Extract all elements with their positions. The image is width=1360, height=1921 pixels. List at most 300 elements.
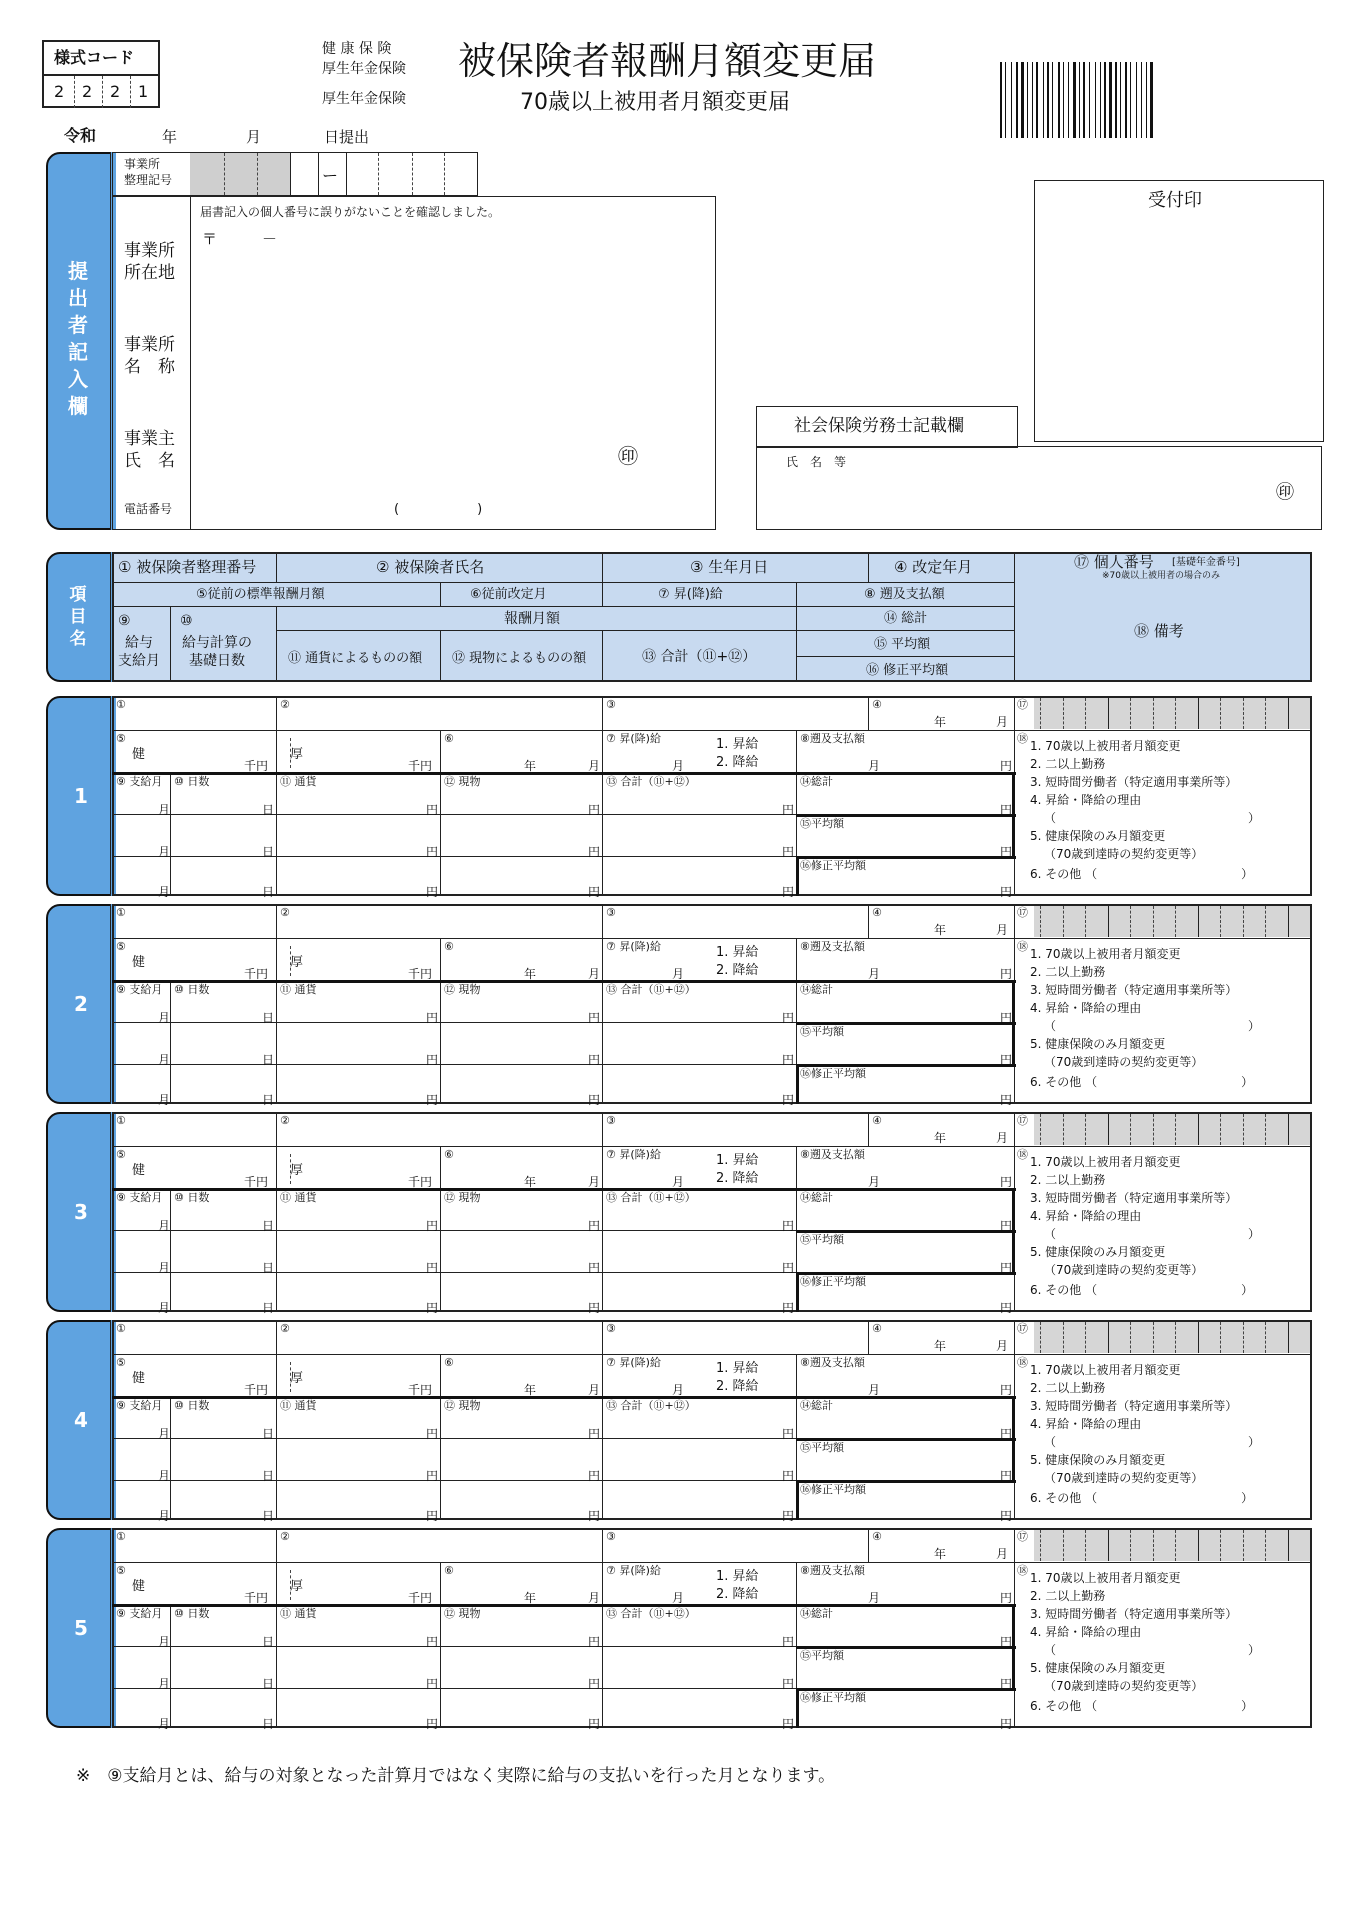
lbl-n5: ⑤: [116, 1356, 126, 1369]
lbl-yen: 円: [1000, 967, 1013, 981]
lbl-month: 月: [158, 1717, 171, 1731]
lbl-yen: 円: [782, 1093, 795, 1107]
lbl-n8: ⑧遡及支払額: [800, 1148, 865, 1161]
lbl-n4: ④: [872, 1114, 882, 1127]
lbl-yen: 円: [782, 845, 795, 859]
lbl-ken: 健: [132, 1371, 146, 1386]
lbl-n7: ⑦ 昇(降)給: [606, 1148, 661, 1161]
lbl-n9: ⑨ 支給月: [116, 1191, 163, 1204]
hdr-c5: ⑤従前の標準報酬月額: [196, 587, 325, 602]
lbl-n17: ⑰: [1017, 698, 1028, 711]
lbl-month: 月: [158, 1093, 171, 1107]
lbl-month: 月: [996, 1131, 1009, 1145]
lbl-yen: 円: [1000, 1219, 1013, 1233]
lbl-ken: 健: [132, 747, 146, 762]
remark-option: 1. 70歳以上被用者月額変更: [1030, 1363, 1181, 1377]
lbl-yen: 円: [426, 1053, 439, 1067]
lbl-n2: ②: [280, 698, 290, 711]
person-row: [0, 696, 1360, 899]
insurance-line1: 健 康 保 険: [322, 41, 392, 57]
lbl-month: 月: [158, 1427, 171, 1441]
hdr-c10b: 給与計算の 基礎日数: [182, 635, 252, 669]
lbl-n13: ⑬ 合計（⑪+⑫）: [606, 1399, 696, 1412]
remark-option: （70歳到達時の契約変更等）: [1044, 847, 1204, 861]
row-number: 4: [74, 1408, 88, 1432]
lbl-kou: 厚: [290, 955, 304, 970]
lbl-day: 日: [262, 1053, 275, 1067]
lbl-yen: 円: [1000, 1261, 1013, 1275]
lbl-kou: 厚: [290, 1163, 304, 1178]
lbl-n1: ①: [116, 698, 126, 711]
page-subtitle: 70歳以上被用者月額変更届: [520, 90, 790, 115]
lbl-month: 月: [868, 1591, 881, 1605]
lbl-day: 日: [262, 1635, 275, 1649]
lbl-kou: 厚: [290, 1579, 304, 1594]
lbl-year: 年: [934, 1339, 947, 1353]
insurance-line3: 厚生年金保険: [322, 91, 406, 107]
hdr-c8: ⑧ 遡及支払額: [864, 587, 945, 602]
date-day: 日提出: [324, 128, 370, 146]
hdr-c9: ⑨: [118, 613, 131, 629]
lbl-n6: ⑥: [444, 1356, 454, 1369]
remark-option: 4. 昇給・降給の理由: [1030, 793, 1142, 807]
lbl-n4: ④: [872, 698, 882, 711]
barcode: [1000, 62, 1258, 138]
lbl-year: 年: [524, 1383, 537, 1397]
lbl-yen: 円: [588, 803, 601, 817]
lbl-year: 年: [524, 759, 537, 773]
lbl-month: 月: [588, 759, 601, 773]
lbl-n7: ⑦ 昇(降)給: [606, 1564, 661, 1577]
lbl-n4: ④: [872, 906, 882, 919]
lbl-n4: ④: [872, 1322, 882, 1335]
lbl-n10: ⑩ 日数: [174, 1399, 210, 1412]
row-number: 3: [74, 1200, 88, 1224]
lbl-yen: 円: [588, 1509, 601, 1523]
lbl-yen: 円: [782, 1427, 795, 1441]
lbl-day: 日: [262, 1427, 275, 1441]
reception-box: [1034, 180, 1324, 442]
lbl-yen: 円: [782, 1011, 795, 1025]
lbl-n14: ⑭総計: [800, 1607, 833, 1620]
submitter-side-label: 提出者記入欄: [68, 259, 88, 418]
remark-option: （70歳到達時の契約変更等）: [1044, 1263, 1204, 1277]
lbl-n13: ⑬ 合計（⑪+⑫）: [606, 1191, 696, 1204]
lbl-n17: ⑰: [1017, 906, 1028, 919]
lbl-n18: ⑱: [1017, 1356, 1028, 1369]
header-side-label: 項目名: [69, 585, 87, 649]
hdr-c13: ⑬ 合計（⑪+⑫）: [642, 649, 757, 665]
lbl-n2: ②: [280, 906, 290, 919]
lbl-day: 日: [262, 803, 275, 817]
remark-option: 2. 二以上勤務: [1030, 1381, 1106, 1395]
hdr-c12: ⑫ 現物によるものの額: [452, 651, 587, 666]
remark-option: （70歳到達時の契約変更等）: [1044, 1055, 1204, 1069]
hdr-c10: ⑩: [180, 613, 193, 629]
lbl-month: 月: [672, 1383, 685, 1397]
lbl-n15: ⑮平均額: [800, 817, 844, 830]
lbl-yen: 円: [426, 803, 439, 817]
hdr-c2: ② 被保険者氏名: [376, 558, 485, 576]
date-month: 月: [246, 128, 262, 146]
remark-option: （70歳到達時の契約変更等）: [1044, 1679, 1204, 1693]
lbl-yen: 円: [1000, 1591, 1013, 1605]
lbl-yen: 円: [426, 1301, 439, 1315]
lbl-month: 月: [868, 967, 881, 981]
lbl-yen: 円: [782, 1717, 795, 1731]
lbl-n6: ⑥: [444, 1148, 454, 1161]
lbl-n18: ⑱: [1017, 940, 1028, 953]
lbl-yen: 円: [426, 1635, 439, 1649]
lbl-n3: ③: [606, 1530, 616, 1543]
lbl-month: 月: [158, 1011, 171, 1025]
lbl-n11: ⑪ 通貨: [280, 1607, 317, 1620]
lbl-n2: ②: [280, 1322, 290, 1335]
hdr-c16: ⑯ 修正平均額: [866, 663, 949, 678]
lbl-up: 1. 昇給: [716, 945, 759, 960]
person-row: [0, 1528, 1360, 1731]
form-code-label: 様式コード: [54, 48, 135, 67]
lbl-down: 2. 降給: [716, 755, 759, 770]
lbl-n5: ⑤: [116, 940, 126, 953]
lbl-n15: ⑮平均額: [800, 1441, 844, 1454]
form-code-digit: 1: [138, 82, 149, 101]
lbl-month: 月: [158, 803, 171, 817]
lbl-yen: 円: [782, 803, 795, 817]
lbl-sen: 千円: [244, 1383, 269, 1397]
remark-option: 6. その他 （ ）: [1030, 1491, 1254, 1505]
lbl-yen: 円: [426, 1261, 439, 1275]
lbl-yen: 円: [782, 1219, 795, 1233]
lbl-yen: 円: [426, 1717, 439, 1731]
lbl-day: 日: [262, 1469, 275, 1483]
lbl-n16: ⑯修正平均額: [800, 1067, 866, 1080]
lbl-sen: 千円: [244, 1591, 269, 1605]
remark-option: 6. その他 （ ）: [1030, 867, 1254, 881]
lbl-down: 2. 降給: [716, 1587, 759, 1602]
lbl-month: 月: [672, 759, 685, 773]
hdr-c3: ③ 生年月日: [690, 558, 769, 576]
remark-option: 5. 健康保険のみ月額変更: [1030, 1661, 1166, 1675]
lbl-year: 年: [934, 715, 947, 729]
hdr-c17-small: [基礎年金番号]: [1172, 557, 1240, 568]
lbl-yen: 円: [1000, 1635, 1013, 1649]
hdr-c7: ⑦ 昇(降)給: [658, 587, 723, 602]
lbl-n10: ⑩ 日数: [174, 1191, 210, 1204]
remark-option: 4. 昇給・降給の理由: [1030, 1625, 1142, 1639]
office-postal: 〒 －: [202, 230, 278, 248]
lbl-month: 月: [868, 759, 881, 773]
hdr-c17-note: ※70歳以上被用者の場合のみ: [1102, 571, 1220, 581]
lbl-day: 日: [262, 845, 275, 859]
office-address-label: 事業所 所在地: [124, 241, 175, 283]
lbl-n18: ⑱: [1017, 1564, 1028, 1577]
lbl-n9: ⑨ 支給月: [116, 983, 163, 996]
remark-option: （70歳到達時の契約変更等）: [1044, 1471, 1204, 1485]
lbl-month: 月: [158, 885, 171, 899]
lbl-n15: ⑮平均額: [800, 1025, 844, 1038]
lbl-n3: ③: [606, 1114, 616, 1127]
lbl-yen: 円: [426, 1011, 439, 1025]
lbl-yen: 円: [1000, 885, 1013, 899]
remark-option: 5. 健康保険のみ月額変更: [1030, 1453, 1166, 1467]
lbl-yen: 円: [1000, 1053, 1013, 1067]
hdr-reward: 報酬月額: [504, 611, 560, 627]
lbl-n5: ⑤: [116, 1564, 126, 1577]
remark-option: 4. 昇給・降給の理由: [1030, 1417, 1142, 1431]
lbl-n1: ①: [116, 1322, 126, 1335]
phone-label: 電話番号: [124, 502, 173, 516]
hdr-c11: ⑪ 通貨によるものの額: [288, 651, 423, 666]
lbl-n10: ⑩ 日数: [174, 1607, 210, 1620]
remark-option: 4. 昇給・降給の理由: [1030, 1001, 1142, 1015]
lbl-n1: ①: [116, 1114, 126, 1127]
lbl-yen: 円: [588, 1053, 601, 1067]
lbl-n16: ⑯修正平均額: [800, 859, 866, 872]
lbl-down: 2. 降給: [716, 1171, 759, 1186]
hdr-c4: ④ 改定年月: [894, 558, 973, 576]
lbl-day: 日: [262, 1301, 275, 1315]
remark-option: 6. その他 （ ）: [1030, 1283, 1254, 1297]
remark-option: 5. 健康保険のみ月額変更: [1030, 829, 1166, 843]
lbl-n12: ⑫ 現物: [444, 1399, 481, 1412]
lbl-n12: ⑫ 現物: [444, 775, 481, 788]
lbl-n12: ⑫ 現物: [444, 1191, 481, 1204]
hdr-c18: ⑱ 備考: [1134, 622, 1184, 640]
lbl-n3: ③: [606, 906, 616, 919]
person-row: [0, 904, 1360, 1107]
form-code-digit: 2: [110, 82, 121, 101]
remark-option: 2. 二以上勤務: [1030, 1589, 1106, 1603]
remark-option: （ ）: [1044, 811, 1261, 825]
lbl-day: 日: [262, 1509, 275, 1523]
lbl-n1: ①: [116, 906, 126, 919]
remark-option: 6. その他 （ ）: [1030, 1699, 1254, 1713]
lbl-yen: 円: [588, 1717, 601, 1731]
page-title: 被保険者報酬月額変更届: [458, 39, 877, 83]
lbl-n14: ⑭総計: [800, 775, 833, 788]
remark-option: 3. 短時間労働者（特定適用事業所等）: [1030, 1191, 1238, 1205]
lbl-yen: 円: [1000, 1427, 1013, 1441]
form-code-box: [42, 40, 160, 108]
lbl-n8: ⑧遡及支払額: [800, 732, 865, 745]
lbl-n13: ⑬ 合計（⑪+⑫）: [606, 1607, 696, 1620]
person-row: [0, 1320, 1360, 1523]
lbl-yen: 円: [1000, 1717, 1013, 1731]
lbl-yen: 円: [782, 885, 795, 899]
lbl-n16: ⑯修正平均額: [800, 1483, 866, 1496]
lbl-day: 日: [262, 1677, 275, 1691]
lbl-year: 年: [524, 1175, 537, 1189]
lbl-day: 日: [262, 1717, 275, 1731]
lbl-year: 年: [934, 1547, 947, 1561]
remark-option: 2. 二以上勤務: [1030, 965, 1106, 979]
lbl-yen: 円: [1000, 803, 1013, 817]
reception-label: 受付印: [1148, 190, 1202, 211]
lbl-month: 月: [672, 967, 685, 981]
remark-option: （ ）: [1044, 1227, 1261, 1241]
row-number: 1: [74, 784, 88, 808]
lbl-month: 月: [996, 1339, 1009, 1353]
lbl-yen: 円: [1000, 759, 1013, 773]
lbl-n3: ③: [606, 1322, 616, 1335]
lbl-n17: ⑰: [1017, 1322, 1028, 1335]
remark-option: （ ）: [1044, 1019, 1261, 1033]
lbl-kou: 厚: [290, 747, 304, 762]
remark-option: 1. 70歳以上被用者月額変更: [1030, 1571, 1181, 1585]
phone-paren: ( ): [394, 502, 483, 517]
lbl-day: 日: [262, 885, 275, 899]
lbl-up: 1. 昇給: [716, 1569, 759, 1584]
hdr-c14: ⑭ 総計: [884, 611, 928, 626]
lbl-n13: ⑬ 合計（⑪+⑫）: [606, 983, 696, 996]
lbl-yen: 円: [426, 1219, 439, 1233]
lbl-n11: ⑪ 通貨: [280, 1191, 317, 1204]
lbl-year: 年: [934, 923, 947, 937]
lbl-n14: ⑭総計: [800, 1399, 833, 1412]
lbl-ken: 健: [132, 1163, 146, 1178]
office-notice: 届書記入の個人番号に誤りがないことを確認しました。: [200, 205, 501, 219]
lbl-yen: 円: [588, 1011, 601, 1025]
sharoushi-name-label: 氏 名 等: [786, 455, 847, 469]
lbl-n9: ⑨ 支給月: [116, 775, 163, 788]
lbl-month: 月: [868, 1175, 881, 1189]
lbl-day: 日: [262, 1219, 275, 1233]
insurance-line2: 厚生年金保険: [322, 61, 406, 77]
lbl-up: 1. 昇給: [716, 1361, 759, 1376]
lbl-month: 月: [996, 715, 1009, 729]
lbl-down: 2. 降給: [716, 963, 759, 978]
lbl-n11: ⑪ 通貨: [280, 983, 317, 996]
lbl-n7: ⑦ 昇(降)給: [606, 1356, 661, 1369]
lbl-yen: 円: [588, 1219, 601, 1233]
lbl-month: 月: [672, 1591, 685, 1605]
lbl-month: 月: [996, 1547, 1009, 1561]
lbl-n14: ⑭総計: [800, 983, 833, 996]
lbl-sen: 千円: [244, 967, 269, 981]
lbl-year: 年: [524, 967, 537, 981]
lbl-yen: 円: [588, 1301, 601, 1315]
lbl-yen: 円: [588, 885, 601, 899]
lbl-yen: 円: [426, 1509, 439, 1523]
sharoushi-seal: ㊞: [1276, 482, 1294, 503]
lbl-n8: ⑧遡及支払額: [800, 1564, 865, 1577]
lbl-yen: 円: [782, 1509, 795, 1523]
lbl-n14: ⑭総計: [800, 1191, 833, 1204]
lbl-month: 月: [868, 1383, 881, 1397]
lbl-yen: 円: [1000, 1383, 1013, 1397]
lbl-day: 日: [262, 1011, 275, 1025]
lbl-day: 日: [262, 1261, 275, 1275]
lbl-yen: 円: [426, 1469, 439, 1483]
lbl-month: 月: [158, 1509, 171, 1523]
lbl-n16: ⑯修正平均額: [800, 1691, 866, 1704]
owner-seal: ㊞: [618, 444, 638, 468]
lbl-yen: 円: [782, 1053, 795, 1067]
date-era: 令和: [64, 126, 97, 145]
lbl-n12: ⑫ 現物: [444, 1607, 481, 1620]
remark-option: 6. その他 （ ）: [1030, 1075, 1254, 1089]
lbl-n6: ⑥: [444, 732, 454, 745]
lbl-yen: 円: [426, 885, 439, 899]
remark-option: 2. 二以上勤務: [1030, 1173, 1106, 1187]
lbl-n1: ①: [116, 1530, 126, 1543]
lbl-yen: 円: [426, 845, 439, 859]
lbl-yen: 円: [782, 1677, 795, 1691]
lbl-n5: ⑤: [116, 1148, 126, 1161]
lbl-yen: 円: [588, 1427, 601, 1441]
lbl-yen: 円: [782, 1261, 795, 1275]
lbl-sen: 千円: [244, 759, 269, 773]
hdr-c9b: 給与 支給月: [118, 635, 160, 669]
remark-option: 1. 70歳以上被用者月額変更: [1030, 739, 1181, 753]
footnote: ※ ⑨支給月とは、給与の対象となった計算月ではなく実際に給与の支払いを行った月となります。: [76, 1766, 836, 1786]
remark-option: 1. 70歳以上被用者月額変更: [1030, 1155, 1181, 1169]
owner-label: 事業主 氏 名: [124, 429, 175, 471]
lbl-yen: 円: [782, 1635, 795, 1649]
lbl-month: 月: [588, 1175, 601, 1189]
office-name-label: 事業所 名 称: [124, 335, 175, 377]
lbl-yen: 円: [588, 845, 601, 859]
lbl-ken: 健: [132, 955, 146, 970]
lbl-yen: 円: [1000, 1093, 1013, 1107]
lbl-n7: ⑦ 昇(降)給: [606, 940, 661, 953]
remark-option: 5. 健康保険のみ月額変更: [1030, 1245, 1166, 1259]
lbl-n11: ⑪ 通貨: [280, 775, 317, 788]
lbl-n15: ⑮平均額: [800, 1233, 844, 1246]
lbl-n11: ⑪ 通貨: [280, 1399, 317, 1412]
lbl-month: 月: [588, 1383, 601, 1397]
lbl-n9: ⑨ 支給月: [116, 1399, 163, 1412]
lbl-n6: ⑥: [444, 940, 454, 953]
lbl-yen: 円: [588, 1261, 601, 1275]
lbl-n10: ⑩ 日数: [174, 983, 210, 996]
lbl-n2: ②: [280, 1530, 290, 1543]
lbl-n12: ⑫ 現物: [444, 983, 481, 996]
lbl-month: 月: [158, 845, 171, 859]
lbl-n2: ②: [280, 1114, 290, 1127]
lbl-sen: 千円: [408, 1383, 433, 1397]
lbl-year: 年: [934, 1131, 947, 1145]
lbl-down: 2. 降給: [716, 1379, 759, 1394]
person-row: [0, 1112, 1360, 1315]
lbl-month: 月: [588, 967, 601, 981]
lbl-month: 月: [158, 1677, 171, 1691]
lbl-yen: 円: [1000, 1469, 1013, 1483]
lbl-month: 月: [158, 1261, 171, 1275]
lbl-month: 月: [588, 1591, 601, 1605]
remark-option: （ ）: [1044, 1435, 1261, 1449]
hdr-c1: ① 被保険者整理番号: [118, 558, 257, 576]
lbl-n15: ⑮平均額: [800, 1649, 844, 1662]
remark-option: 5. 健康保険のみ月額変更: [1030, 1037, 1166, 1051]
lbl-ken: 健: [132, 1579, 146, 1594]
lbl-month: 月: [158, 1053, 171, 1067]
lbl-n7: ⑦ 昇(降)給: [606, 732, 661, 745]
lbl-n10: ⑩ 日数: [174, 775, 210, 788]
remark-option: 3. 短時間労働者（特定適用事業所等）: [1030, 1399, 1238, 1413]
remark-option: 3. 短時間労働者（特定適用事業所等）: [1030, 1607, 1238, 1621]
remark-option: （ ）: [1044, 1643, 1261, 1657]
lbl-yen: 円: [1000, 1301, 1013, 1315]
lbl-yen: 円: [588, 1635, 601, 1649]
hdr-c6: ⑥従前改定月: [470, 587, 547, 602]
lbl-sen: 千円: [244, 1175, 269, 1189]
lbl-yen: 円: [782, 1301, 795, 1315]
form-code-digit: 2: [82, 82, 93, 101]
form-code-digit: 2: [54, 82, 65, 101]
lbl-n6: ⑥: [444, 1564, 454, 1577]
